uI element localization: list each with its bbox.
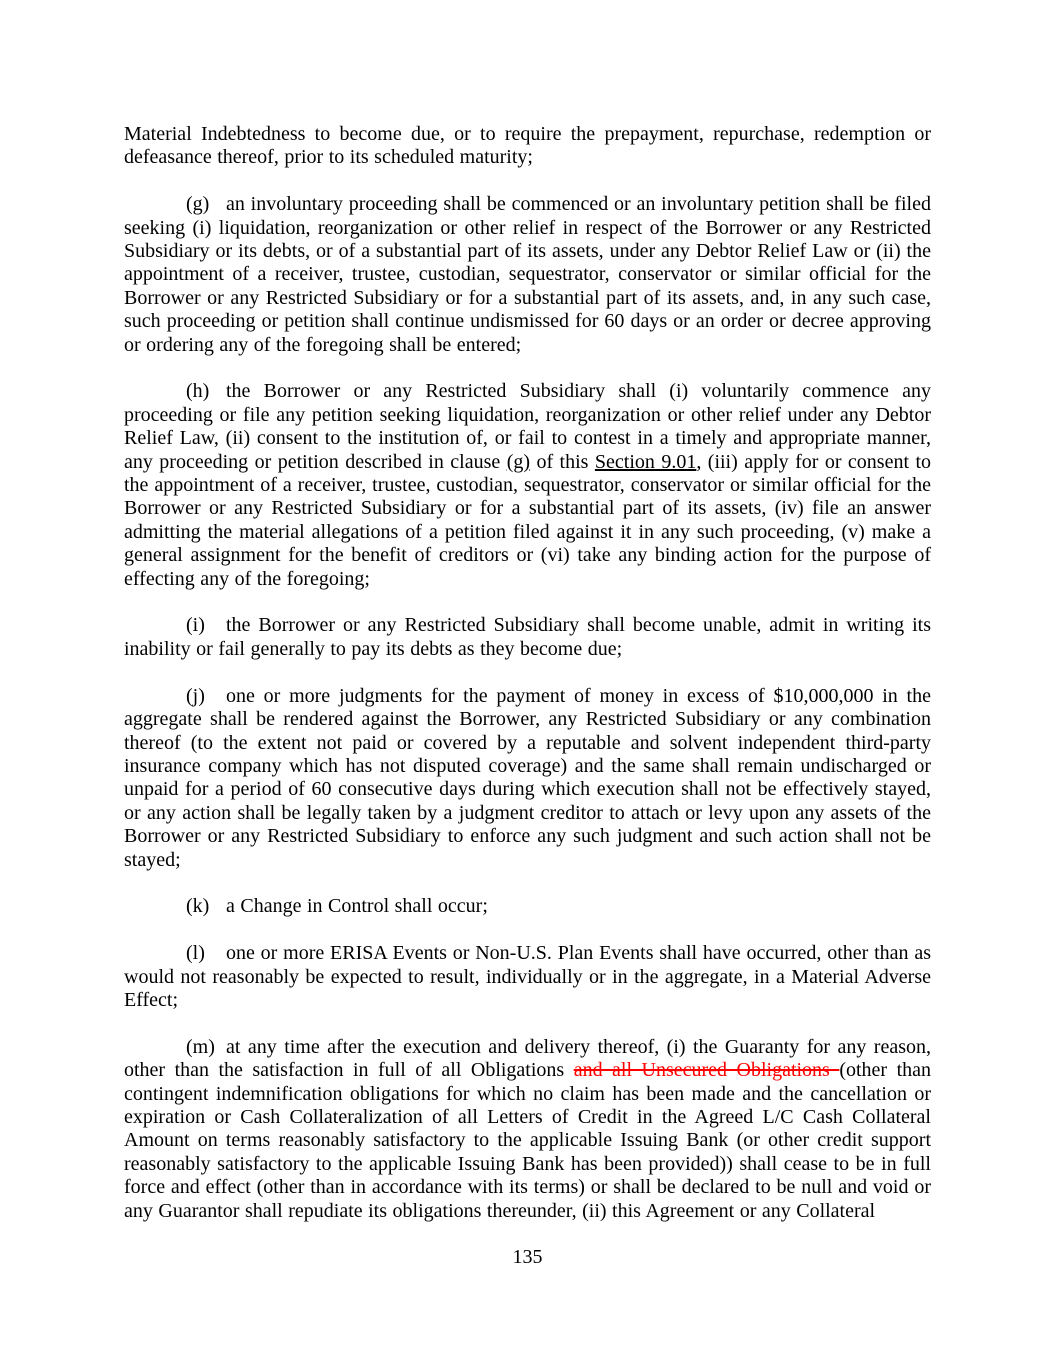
clause-label: (h) [186, 380, 210, 403]
body-text: one or more judgments for the payment of money in excess of $10,000,000 in the aggregate shall be rendered against the Borrower, any Restricted Subsidiary or any combination thereof (to the extent not paid or covered by a reputable and solvent independent third-party insurance company which has not disputed coverage) and the same shall remain undischarged or unpaid for a period of 60 consecutive days during which execution shall not be effectively stayed, or any action shall be legally taken by a judgment creditor to attach or levy upon any assets of the Borrower or any Restricted Subsidiary to enforce any such judgment and such action shall not be stayed; [124, 684, 931, 871]
body-text: an involuntary proceeding shall be commenced or an involuntary petition shall be filed seeking (i) liquidation, reorganization or other relief in respect of the Borrower or any Restricted Subsidiary or its debts, or of a substantial part of its assets, under any Debtor Relief Law or (ii) the appointment of a receiver, trustee, custodian, sequestrator, conservator or similar official for the Borrower or any Restricted Subsidiary or for a substantial part of its assets, and, in any such case, such proceeding or petition shall continue undismissed for 60 days or an order or decree approving or ordering any of the foregoing shall be entered; [124, 193, 931, 356]
clause-paragraph [124, 685, 931, 872]
body-text: , (iii) apply for or consent to the appointment of a receiver, trustee, custodian, sequestrator, conservator or similar official for the Borrower or any Restricted Subsidiary or for a substantial part of its assets, (iv) file an answer admitting the material allegations of a petition filed against it in any such proceeding, (v) make a general assignment for the benefit of creditors or (vi) take any binding action for the purpose of effecting any of the foregoing; [124, 450, 932, 590]
clause-label: (l) [186, 942, 205, 965]
body-text: a Change in Control shall occur; [226, 895, 488, 918]
clause-label: (j) [186, 684, 205, 707]
body-text: at any time after the execution and delivery thereof, (i) the Guaranty for any reason, other than the satisfaction in full of all Obligations [124, 1035, 931, 1082]
clause-paragraph [124, 895, 931, 918]
document-body [124, 123, 931, 1223]
clause-paragraph [124, 942, 931, 1012]
body-text: the Borrower or any Restricted Subsidiary shall (i) voluntarily commence any proceeding or file any petition seeking liquidation, reorganization or other relief under any Debtor Relief Law, (ii) consent to the institution of, or fail to contest in a timely and appropriate manner, any proceeding or petition described in clause [124, 380, 931, 473]
clause-paragraph [124, 380, 931, 591]
clause-label: (g) [186, 193, 210, 216]
clause-label: (m) [186, 1035, 215, 1058]
body-text: one or more ERISA Events or Non-U.S. Plan Events shall have occurred, other than as would not reasonably be expected to result, individually or in the aggregate, in a Material Adverse Effect; [124, 942, 931, 1011]
paragraph [124, 123, 931, 170]
body-text: the Borrower or any Restricted Subsidiary shall become unable, admit in writing its inability or fail generally to pay its debts as they become due; [124, 614, 931, 660]
clause-paragraph [124, 193, 931, 357]
clause-paragraph [124, 1036, 931, 1223]
redline-deleted-text: and all Unsecured Obligations [573, 1059, 840, 1082]
body-text: Material Indebtedness to become due, or to require the prepayment, repurchase, redemption or defeasance thereof, prior to its scheduled maturity; [124, 123, 931, 169]
page-number: 135 [512, 1246, 543, 1269]
cross-reference: Section 9.01 [594, 450, 697, 473]
body-text: of this [530, 450, 595, 473]
clause-paragraph [124, 614, 931, 661]
cross-reference: (g) [506, 450, 531, 473]
body-text: (other than contingent indemnification obligations for which no claim has been made and the cancellation or expiration or Cash Collateralization of all Letters of Credit in the Agreed L/C Cash Collateral Amount on terms reasonably satisfactory to the applicable Issuing Bank (or other credit support reasonably satisfactory to the applicable Issuing Bank has been provided)) shall cease to be in full force and effect (other than in accordance with its terms) or shall be declared to be null and void or any Guarantor shall repudiate its obligations thereunder, (ii) this Agreement or any Collateral [124, 1059, 931, 1222]
clause-label: (k) [186, 895, 210, 918]
clause-label: (i) [186, 614, 205, 637]
